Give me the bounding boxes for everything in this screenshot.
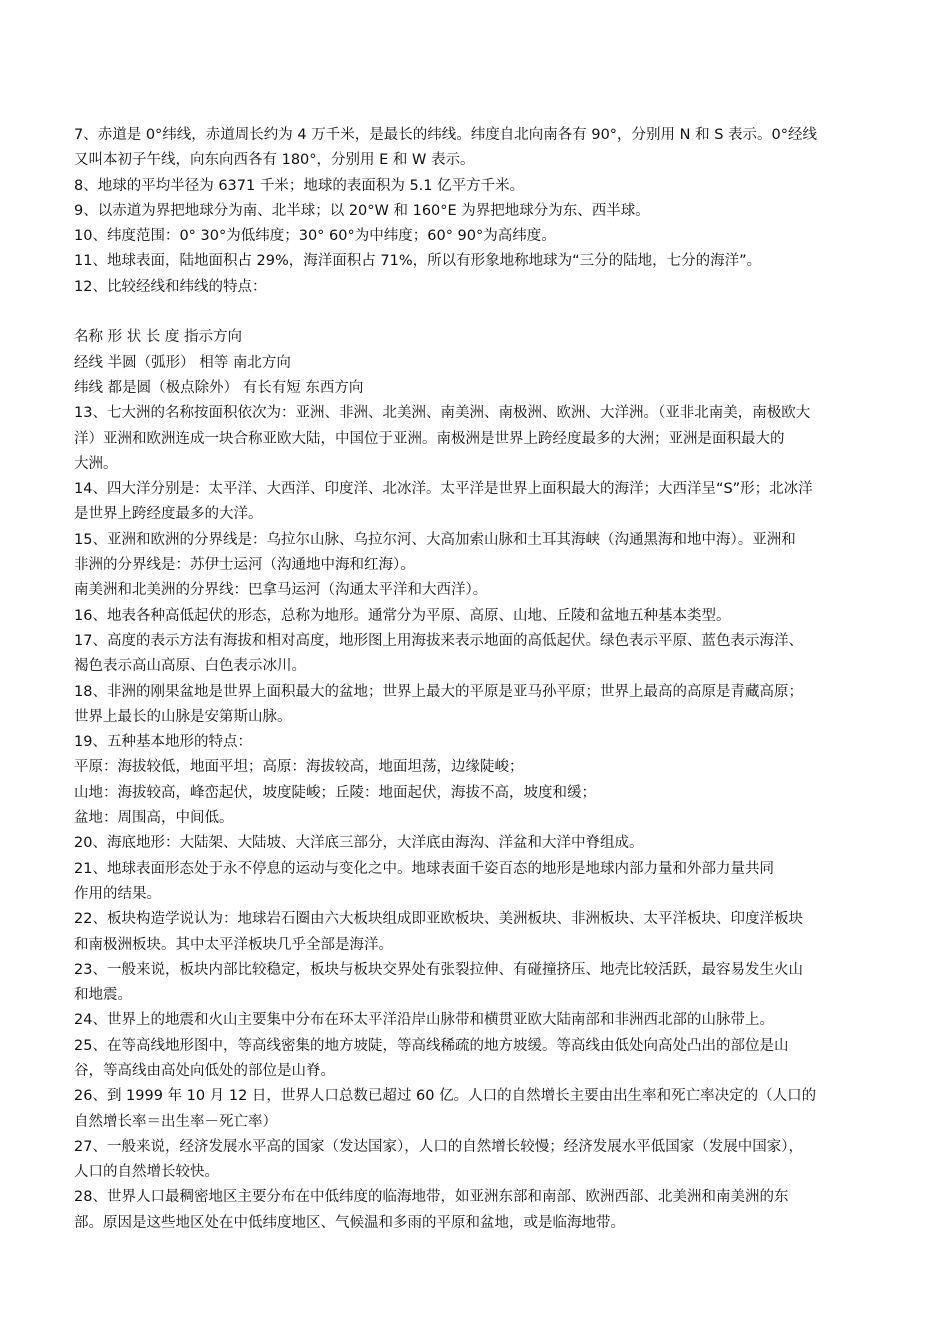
text-line: 22、板块构造学说认为：地球岩石圈由六大板块组成即亚欧板块、美洲板块、非洲板块、太平洋板块、印度洋板块 [74,911,803,928]
blank-line [74,300,886,325]
table-row-line: 纬线 都是圆（极点除外） 有长有短 东西方向 [74,379,364,396]
table-row-line: 经线 半圆（弧形） 相等 南北方向 [74,354,291,371]
text-line: 24、世界上的地震和火山主要集中分布在环太平洋沿岸山脉带和横贯亚欧大陆南部和非洲西北部的山脉带上。 [74,1012,774,1029]
text-line: 自然增长率＝出生率－死亡率） [74,1113,277,1130]
text-line: 是世界上跨经度最多的大洋。 [74,506,263,523]
text-line: 15、亚洲和欧洲的分界线是：乌拉尔山脉、乌拉尔河、大高加索山脉和土耳其海峡（沟通黑海和地中海）。亚洲和 [74,531,796,548]
text-line: 11、地球表面，陆地面积占 29%，海洋面积占 71%，所以有形象地称地球为“三分的陆地，七分的海洋”。 [74,253,762,270]
text-line: 19、五种基本地形的特点： [74,734,252,751]
text-line: 南美洲和北美洲的分界线：巴拿马运河（沟通太平洋和大西洋）。 [74,582,488,599]
text-line: 21、地球表面形态处于永不停息的运动与变化之中。地球表面千姿百态的地形是地球内部力量和外部力量共同 [74,860,774,877]
text-line: 谷，等高线由高处向低处的部位是山脊。 [74,1062,335,1079]
text-line: 褐色表示高山高原、白色表示冰川。 [74,658,306,675]
text-line: 洋）亚洲和欧洲连成一块合称亚欧大陆，中国位于亚洲。南极洲是世界上跨经度最多的大洲；亚洲是面积最大的 [74,430,785,447]
text-line: 27、一般来说，经济发展水平高的国家（发达国家），人口的自然增长较慢；经济发展水平低国家（发展中国家）， [74,1138,803,1155]
text-line: 17、高度的表示方法有海拔和相对高度，地形图上用海拔来表示地面的高低起伏。绿色表示平原、蓝色表示海洋、 [74,632,803,649]
text-line: 平原：海拔较低，地面平坦；高原：海拔较高，地面坦荡，边缘陡峻； [74,759,524,776]
text-line: 13、七大洲的名称按面积依次为：亚洲、非洲、北美洲、南美洲、南极洲、欧洲、大洋洲。（亚非北南美，南极欧大 [74,405,811,422]
text-line: 世界上最长的山脉是安第斯山脉。 [74,708,292,725]
text-line: 9、以赤道为界把地球分为南、北半球；以 20°W 和 160°E 为界把地球分为东、西半球。 [74,202,650,219]
text-line: 26、到 1999 年 10 月 12 日，世界人口总数已超过 60 亿。人口的自然增长主要由出生率和死亡率决定的（人口的 [74,1088,817,1105]
text-line: 盆地：周围高，中间低。 [74,810,234,827]
text-line: 23、一般来说，板块内部比较稳定，板块与板块交界处有张裂拉伸、有碰撞挤压、地壳比较活跃，最容易发生火山 [74,961,803,978]
text-line: 18、非洲的刚果盆地是世界上面积最大的盆地；世界上最大的平原是亚马孙平原；世界上最高的高原是青藏高原； [74,683,803,700]
text-line: 部。原因是这些地区处在中低纬度地区、气候温和多雨的平原和盆地，或是临海地带。 [74,1214,625,1231]
text-line: 大洲。 [74,455,118,472]
text-line: 人口的自然增长较快。 [74,1164,219,1181]
text-line: 20、海底地形：大陆架、大陆坡、大洋底三部分，大洋底由海沟、洋盆和大洋中脊组成。 [74,835,644,852]
text-line: 16、地表各种高低起伏的形态，总称为地形。通常分为平原、高原、山地、丘陵和盆地五种基本类型。 [74,607,731,624]
text-line: 又叫本初子午线，向东向西各有 180°，分别用 E 和 W 表示。 [74,152,475,169]
text-line: 28、世界人口最稠密地区主要分布在中低纬度的临海地带，如亚洲东部和南部、欧洲西部、北美洲和南美洲的东 [74,1189,789,1206]
text-line: 山地：海拔较高，峰峦起伏，坡度陡峻；丘陵：地面起伏，海拔不高，坡度和缓； [74,784,596,801]
text-line: 作用的结果。 [74,885,161,902]
text-line: 12、比较经线和纬线的特点： [74,278,267,295]
text-line: 非洲的分界线是：苏伊士运河（沟通地中海和红海）。 [74,557,415,574]
table-header-line: 名称 形 状 长 度 指示方向 [74,329,243,346]
text-line: 10、纬度范围：0° 30°为低纬度；30° 60°为中纬度；60° 90°为高纬度。 [74,228,556,245]
text-line: 和南极洲板块。其中太平洋板块几乎全部是海洋。 [74,936,393,953]
text-line: 8、地球的平均半径为 6371 千米；地球的表面积为 5.1 亿平方千米。 [74,177,525,194]
text-line: 14、四大洋分别是：太平洋、大西洋、印度洋、北冰洋。太平洋是世界上面积最大的海洋；大西洋呈“S”形；北冰洋 [74,481,813,498]
document-body [74,123,886,1236]
text-line: 和地震。 [74,987,132,1004]
text-line: 7、赤道是 0°纬线，赤道周长约为 4 万千米，是最长的纬线。纬度自北向南各有 90°，分别用 N 和 S 表示。0°经线 [74,127,818,143]
text-line: 25、在等高线地形图中，等高线密集的地方坡陡，等高线稀疏的地方坡缓。等高线由低处向高处凸出的部位是山 [74,1037,789,1054]
